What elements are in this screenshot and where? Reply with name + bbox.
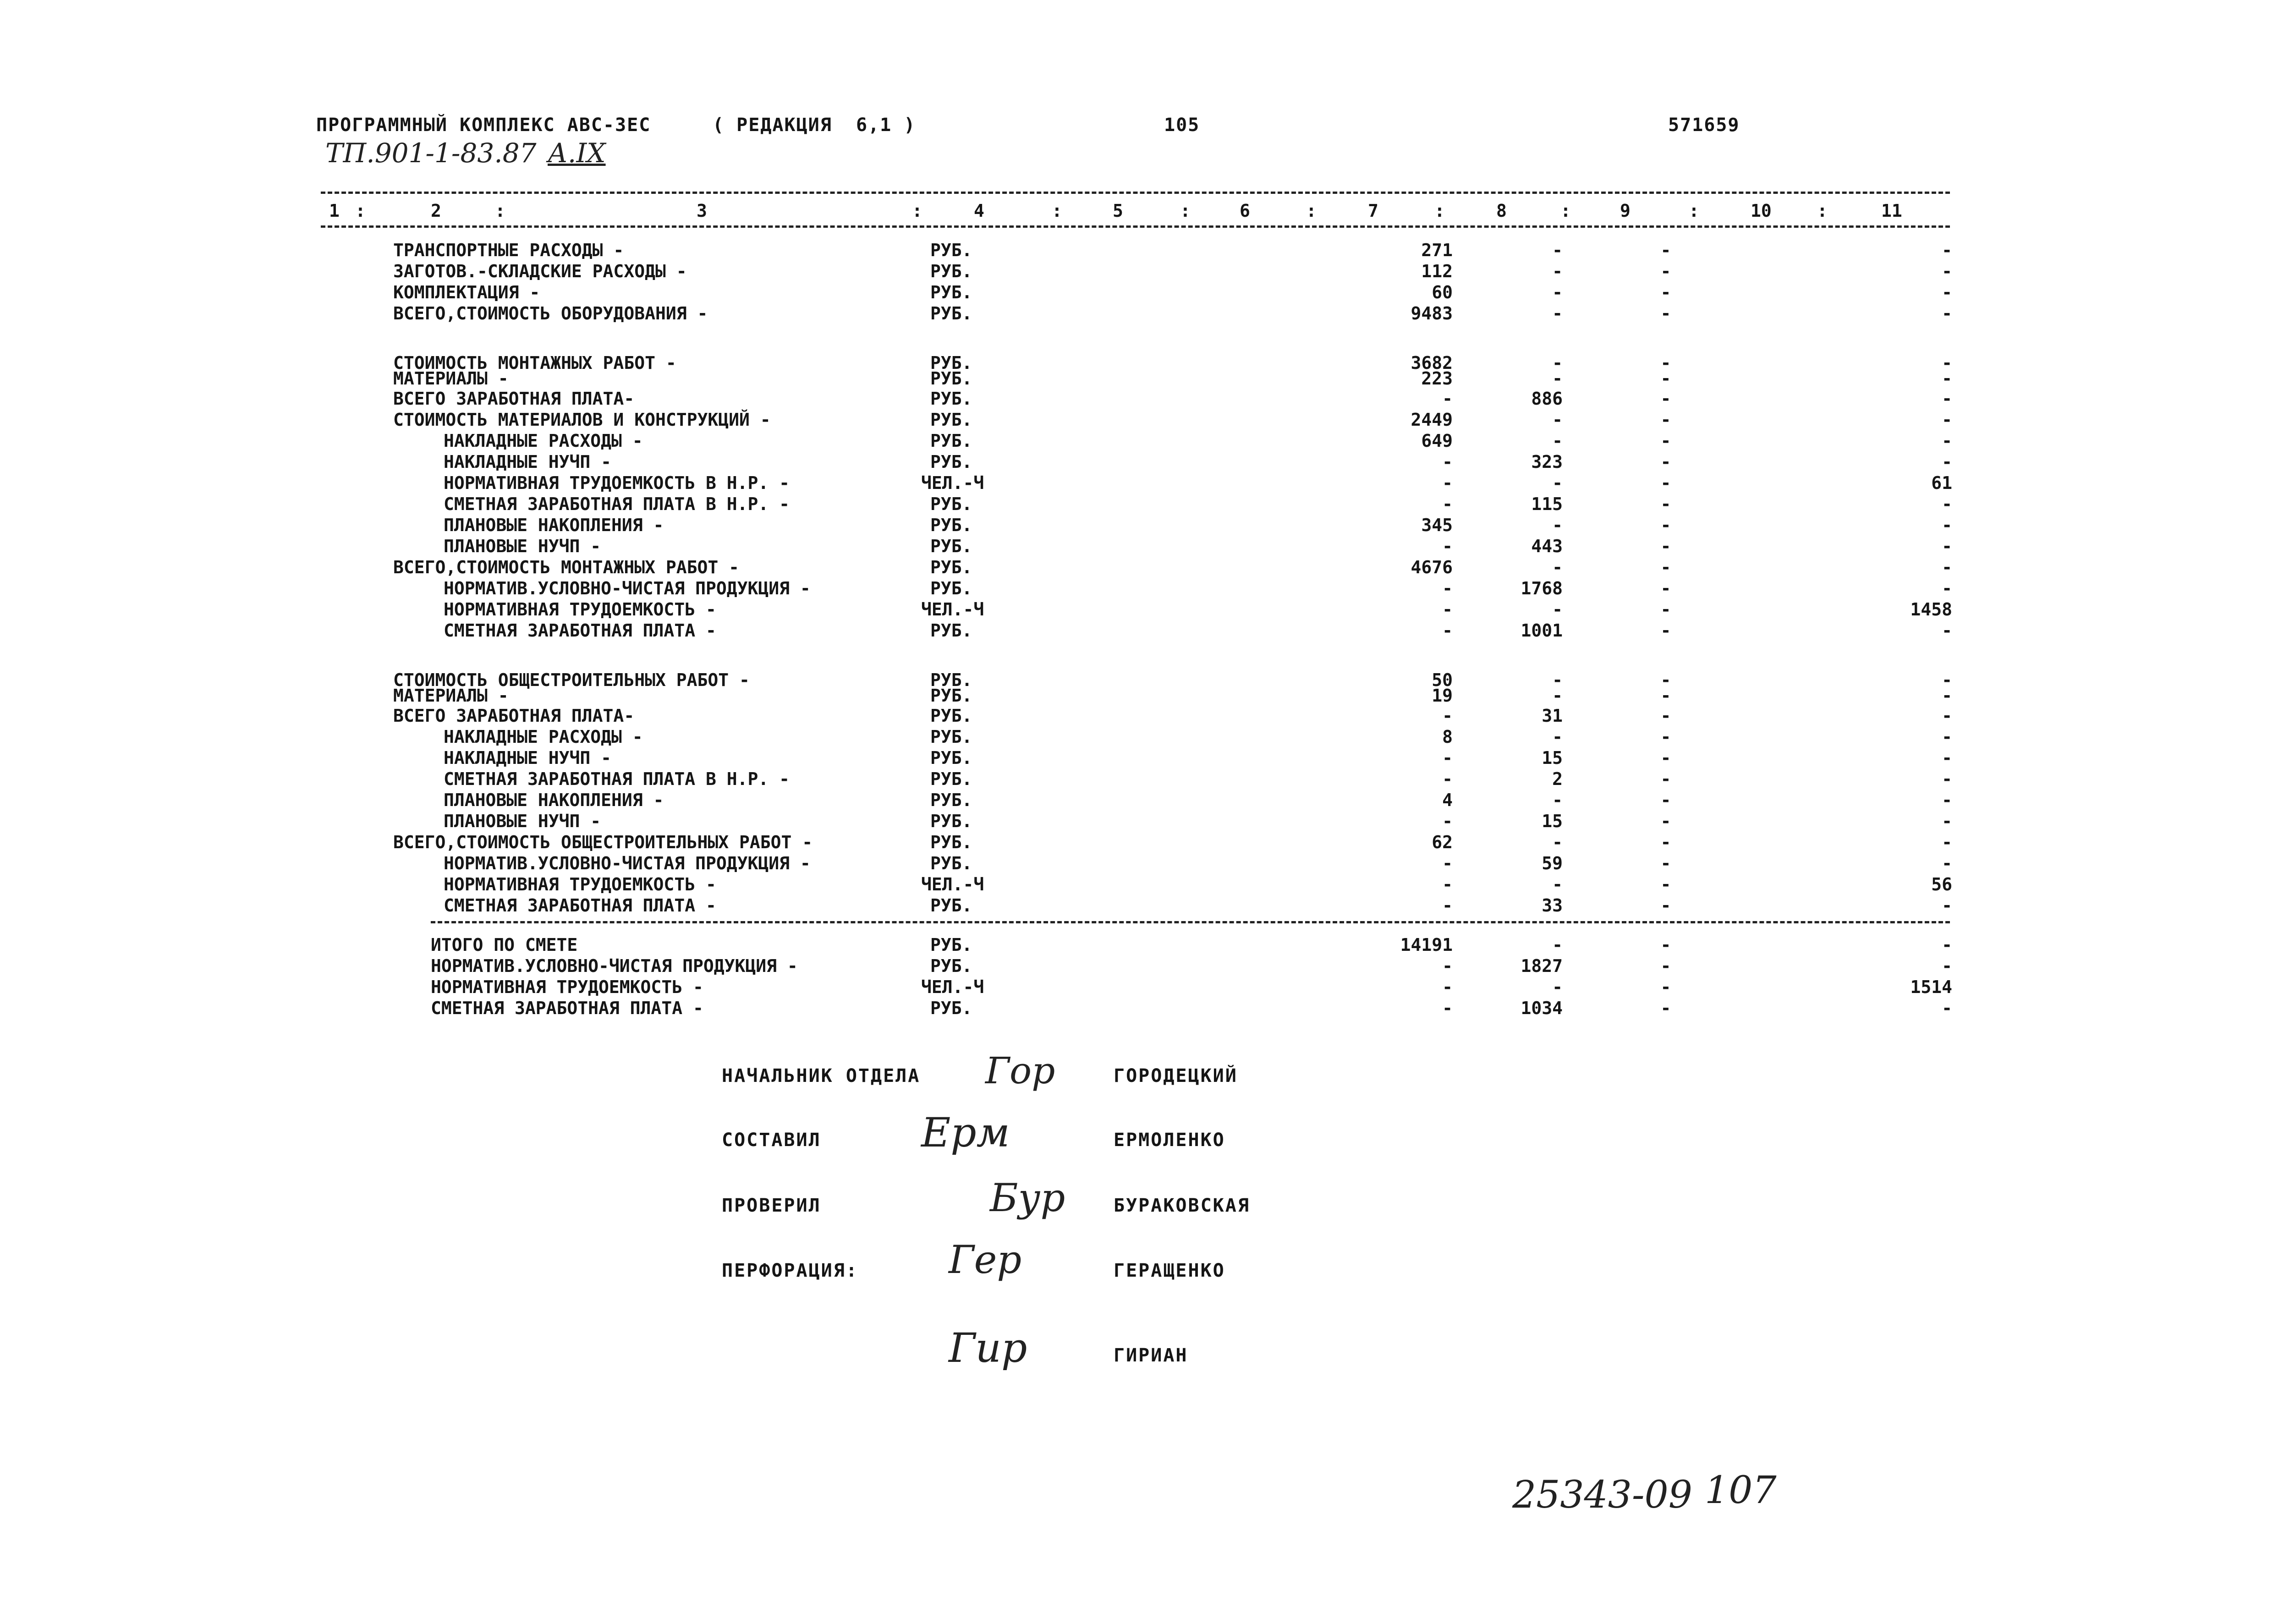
col-11: 11 xyxy=(1881,201,1902,221)
table-row: НОРМАТИВ.УСЛОВНО-ЧИСТАЯ ПРОДУКЦИЯ - РУБ. - 59 - - xyxy=(444,853,1952,873)
table-row: НАКЛАДНЫЕ РАСХОДЫ - РУБ. 649 - - - xyxy=(444,431,1952,451)
table-row: НАКЛАДНЫЕ РАСХОДЫ - РУБ. 8 - - - xyxy=(444,727,1952,747)
handwritten-signature: Гир xyxy=(949,1324,1027,1372)
table-row: ЗАГОТОВ.-СКЛАДСКИЕ РАСХОДЫ - РУБ. 112 - - - xyxy=(393,261,1952,281)
table-row: ПЛАНОВЫЕ НУЧП - РУБ. - 15 - - xyxy=(444,811,1952,831)
document-code: 571659 xyxy=(1668,115,1740,136)
col-3: 3 xyxy=(697,201,707,221)
table-row: ТРАНСПОРТНЫЕ РАСХОДЫ - РУБ. 271 - - - xyxy=(393,240,1952,260)
col-9: 9 xyxy=(1620,201,1631,221)
handwritten-signature: Ерм xyxy=(921,1109,1010,1156)
col-6: 6 xyxy=(1240,201,1250,221)
col-7: 7 xyxy=(1368,201,1378,221)
table-row: НОРМАТИВ.УСЛОВНО-ЧИСТАЯ ПРОДУКЦИЯ - РУБ. - 1768 - - xyxy=(444,578,1952,598)
signature-role: СОСТАВИЛ xyxy=(722,1130,821,1151)
table-row: МАТЕРИАЛЫ - РУБ. 19 - - - xyxy=(393,686,1952,706)
signature-role: ПЕРФОРАЦИЯ: xyxy=(722,1260,858,1281)
signature-role: ПРОВЕРИЛ xyxy=(722,1195,821,1216)
table-row: ВСЕГО ЗАРАБОТНАЯ ПЛАТА- РУБ. - 886 - - xyxy=(393,389,1952,409)
handwritten-signature: Бур xyxy=(990,1175,1065,1220)
table-row: НОРМАТИВНАЯ ТРУДОЕМКОСТЬ - ЧЕЛ.-Ч - - - 1514 xyxy=(431,977,1952,997)
col-10: 10 xyxy=(1751,201,1772,221)
col-8: 8 xyxy=(1496,201,1507,221)
table-row: СМЕТНАЯ ЗАРАБОТНАЯ ПЛАТА - РУБ. - 1001 - - xyxy=(444,620,1952,641)
col-4: 4 xyxy=(974,201,984,221)
signature-name: БУРАКОВСКАЯ xyxy=(1114,1195,1250,1216)
handwritten-signature: Гер xyxy=(949,1237,1022,1282)
table-row: ПЛАНОВЫЕ НАКОПЛЕНИЯ - РУБ. 4 - - - xyxy=(444,790,1952,810)
table-row: СМЕТНАЯ ЗАРАБОТНАЯ ПЛАТА В Н.Р. - РУБ. - 115 - - xyxy=(444,494,1952,514)
edition-label: ( РЕДАКЦИЯ 6,1 ) xyxy=(713,115,916,136)
table-row: ВСЕГО,СТОИМОСТЬ МОНТАЖНЫХ РАБОТ - РУБ. 4676 - - - xyxy=(393,557,1952,577)
header-bottom-rule xyxy=(321,225,1950,228)
table-row: НОРМАТИВНАЯ ТРУДОЕМКОСТЬ - ЧЕЛ.-Ч - - - 1458 xyxy=(444,599,1952,620)
table-row: СМЕТНАЯ ЗАРАБОТНАЯ ПЛАТА - РУБ. - 1034 - - xyxy=(431,998,1952,1018)
handwritten-archive-number: 25343-09 xyxy=(1512,1473,1692,1517)
page-number: 105 xyxy=(1164,115,1200,136)
table-row: НАКЛАДНЫЕ НУЧП - РУБ. - 15 - - xyxy=(444,748,1952,768)
table-row: ВСЕГО,СТОИМОСТЬ ОБОРУДОВАНИЯ - РУБ. 9483 - - - xyxy=(393,303,1952,324)
column-header-row: 1 2 3 4 5 6 7 8 9 10 11 : : : : : : : : : : xyxy=(329,201,1902,221)
handwritten-album-ref: А.IX xyxy=(548,137,606,169)
handwritten-sheet-number: 107 xyxy=(1705,1469,1777,1512)
signature-name: ЕРМОЛЕНКО xyxy=(1114,1130,1225,1151)
table-row: НАКЛАДНЫЕ НУЧП - РУБ. - 323 - - xyxy=(444,452,1952,472)
totals-rule xyxy=(431,921,1950,923)
table-top-rule xyxy=(321,192,1950,194)
table-row: ВСЕГО ЗАРАБОТНАЯ ПЛАТА- РУБ. - 31 - - xyxy=(393,706,1952,726)
program-title: ПРОГРАММНЫЙ КОМПЛЕКС АВС-ЗЕС xyxy=(316,115,651,136)
signature-name: ГЕРАЩЕНКО xyxy=(1114,1260,1225,1281)
table-row: СМЕТНАЯ ЗАРАБОТНАЯ ПЛАТА В Н.Р. - РУБ. - 2 - - xyxy=(444,769,1952,789)
table-row: ВСЕГО,СТОИМОСТЬ ОБЩЕСТРОИТЕЛЬНЫХ РАБОТ - РУБ. 62 - - - xyxy=(393,832,1952,852)
table-row: ПЛАНОВЫЕ НУЧП - РУБ. - 443 - - xyxy=(444,536,1952,556)
col-5: 5 xyxy=(1113,201,1123,221)
handwritten-project-ref: ТП.901-1-83.87 xyxy=(325,137,537,169)
handwritten-signature: Гор xyxy=(985,1049,1055,1092)
col-1: 1 xyxy=(329,201,340,221)
table-row: МАТЕРИАЛЫ - РУБ. 223 - - - xyxy=(393,368,1952,389)
table-row: СТОИМОСТЬ МОНТАЖНЫХ РАБОТ - РУБ. 3682 - - - xyxy=(393,353,1952,373)
table-row: СТОИМОСТЬ МАТЕРИАЛОВ И КОНСТРУКЦИЙ - РУБ. 2449 - - - xyxy=(393,410,1952,430)
signature-role: НАЧАЛЬНИК ОТДЕЛА xyxy=(722,1065,921,1086)
table-row: СТОИМОСТЬ ОБЩЕСТРОИТЕЛЬНЫХ РАБОТ - РУБ. 50 - - - xyxy=(393,670,1952,690)
table-row: СМЕТНАЯ ЗАРАБОТНАЯ ПЛАТА - РУБ. - 33 - - xyxy=(444,895,1952,916)
signature-name: ГОРОДЕЦКИЙ xyxy=(1114,1065,1238,1086)
table-row: НОРМАТИВ.УСЛОВНО-ЧИСТАЯ ПРОДУКЦИЯ - РУБ. - 1827 - - xyxy=(431,956,1952,976)
table-row: НОРМАТИВНАЯ ТРУДОЕМКОСТЬ В Н.Р. - ЧЕЛ.-Ч - - - 61 xyxy=(444,473,1952,493)
signature-name: ГИРИАН xyxy=(1114,1345,1188,1366)
table-row: НОРМАТИВНАЯ ТРУДОЕМКОСТЬ - ЧЕЛ.-Ч - - - 56 xyxy=(444,874,1952,894)
table-row: КОМПЛЕКТАЦИЯ - РУБ. 60 - - - xyxy=(393,282,1952,302)
table-row: ПЛАНОВЫЕ НАКОПЛЕНИЯ - РУБ. 345 - - - xyxy=(444,515,1952,535)
col-2: 2 xyxy=(431,201,441,221)
table-row: ИТОГО ПО СМЕТЕ РУБ. 14191 - - - xyxy=(431,935,1952,955)
